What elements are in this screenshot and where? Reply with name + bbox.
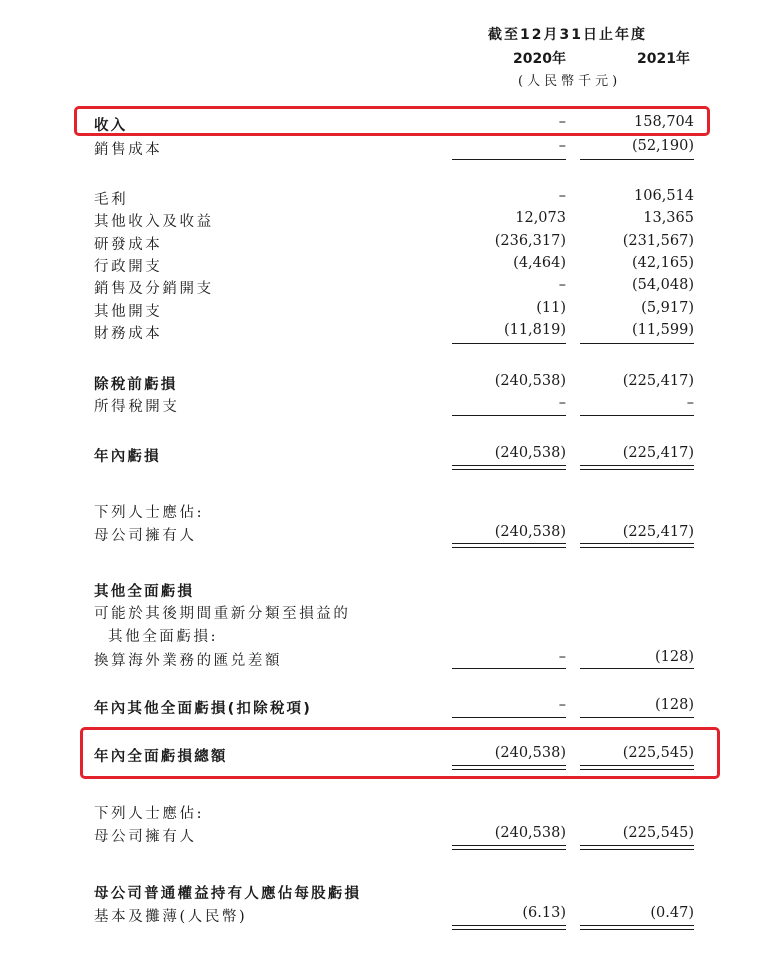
selling-expenses-2020: – xyxy=(558,277,566,293)
gross-profit-label: 毛利 xyxy=(94,192,129,208)
revenue-highlight-box xyxy=(74,106,710,136)
column-header-2020: 2020年 xyxy=(513,51,566,67)
revenue-2020: – xyxy=(558,114,566,130)
subtotal-rule xyxy=(580,415,694,416)
selling-expenses-2021: (54,048) xyxy=(631,277,694,293)
total-double-rule xyxy=(580,765,694,770)
other-income-label: 其他收入及收益 xyxy=(94,214,214,230)
oci-net-label: 年內其他全面虧損(扣除稅項) xyxy=(94,701,313,717)
other-expenses-2020: (11) xyxy=(536,300,566,316)
subtotal-rule xyxy=(580,343,694,344)
loss-before-tax-2021: (225,417) xyxy=(622,373,694,389)
income-tax-label: 所得稅開支 xyxy=(94,399,180,415)
finance-costs-label: 財務成本 xyxy=(94,326,163,342)
subtotal-rule xyxy=(452,668,566,669)
other-expenses-label: 其他開支 xyxy=(94,304,163,320)
cost-of-sales-label: 銷售成本 xyxy=(94,142,163,158)
eps-basic-2020: (6.13) xyxy=(522,905,566,921)
subtotal-rule xyxy=(452,415,566,416)
total-double-rule xyxy=(452,465,566,470)
fx-difference-2020: – xyxy=(558,649,566,665)
loss-before-tax-2020: (240,538) xyxy=(494,373,566,389)
revenue-2021: 158,704 xyxy=(634,114,694,130)
total-double-rule xyxy=(452,845,566,850)
total-comprehensive-loss-2020: (240,538) xyxy=(494,745,566,761)
rnd-costs-label: 研發成本 xyxy=(94,237,163,253)
subtotal-rule xyxy=(580,668,694,669)
eps-basic-label: 基本及攤薄(人民幣) xyxy=(94,909,248,925)
attributable-heading: 下列人士應佔: xyxy=(94,806,205,822)
oci-net-2020: – xyxy=(558,697,566,713)
total-comprehensive-loss-2021: (225,545) xyxy=(622,745,694,761)
total-double-rule xyxy=(580,543,694,548)
finance-costs-2021: (11,599) xyxy=(631,322,694,338)
fx-difference-2021: (128) xyxy=(655,649,694,665)
cost-of-sales-2021: (52,190) xyxy=(631,138,694,154)
cost-of-sales-2020: – xyxy=(558,138,566,154)
subtotal-rule xyxy=(580,159,694,160)
selling-expenses-label: 銷售及分銷開支 xyxy=(94,281,214,297)
other-income-2021: 13,365 xyxy=(643,210,694,226)
eps-heading: 母公司普通權益持有人應佔每股虧損 xyxy=(94,886,362,902)
other-income-2020: 12,073 xyxy=(515,210,566,226)
oci-net-2021: (128) xyxy=(655,697,694,713)
rnd-costs-2020: (236,317) xyxy=(494,233,566,249)
total-double-rule xyxy=(580,465,694,470)
loss-for-year-label: 年內虧損 xyxy=(94,449,161,465)
subtotal-rule xyxy=(452,159,566,160)
admin-expenses-label: 行政開支 xyxy=(94,259,163,275)
owners-of-parent-2021: (225,417) xyxy=(622,524,694,540)
total-double-rule xyxy=(452,765,566,770)
income-tax-2020: – xyxy=(558,395,566,411)
unit-label: (人民幣千元) xyxy=(518,74,622,89)
gross-profit-2020: – xyxy=(558,188,566,204)
rnd-costs-2021: (231,567) xyxy=(622,233,694,249)
total-double-rule xyxy=(452,543,566,548)
loss-before-tax-label: 除稅前虧損 xyxy=(94,377,178,393)
oci-heading: 其他全面虧損 xyxy=(94,584,195,600)
finance-costs-2020: (11,819) xyxy=(503,322,566,338)
subtotal-rule xyxy=(452,717,566,718)
total-comprehensive-loss-label: 年內全面虧損總額 xyxy=(94,749,228,765)
admin-expenses-2020: (4,464) xyxy=(513,255,566,271)
fx-difference-label: 換算海外業務的匯兑差額 xyxy=(94,653,283,669)
owners-of-parent-2020: (240,538) xyxy=(494,825,566,841)
eps-basic-2021: (0.47) xyxy=(650,905,694,921)
income-tax-2021: – xyxy=(686,395,694,411)
total-double-rule xyxy=(452,925,566,930)
period-header: 截至12月31日止年度 xyxy=(488,27,647,43)
other-expenses-2021: (5,917) xyxy=(641,300,694,316)
loss-for-year-2021: (225,417) xyxy=(622,445,694,461)
total-double-rule xyxy=(580,925,694,930)
owners-of-parent-2020: (240,538) xyxy=(494,524,566,540)
subtotal-rule xyxy=(580,717,694,718)
loss-for-year-2020: (240,538) xyxy=(494,445,566,461)
admin-expenses-2021: (42,165) xyxy=(631,255,694,271)
column-header-2021: 2021年 xyxy=(637,51,690,67)
oci-reclass-line2: 其他全面虧損: xyxy=(108,629,219,645)
oci-reclass-line1: 可能於其後期間重新分類至損益的 xyxy=(94,606,351,622)
revenue-label: 收入 xyxy=(94,118,128,134)
attributable-heading: 下列人士應佔: xyxy=(94,505,205,521)
total-double-rule xyxy=(580,845,694,850)
owners-of-parent-2021: (225,545) xyxy=(622,825,694,841)
gross-profit-2021: 106,514 xyxy=(634,188,694,204)
owners-of-parent-label: 母公司擁有人 xyxy=(94,829,197,845)
subtotal-rule xyxy=(452,343,566,344)
owners-of-parent-label: 母公司擁有人 xyxy=(94,528,197,544)
